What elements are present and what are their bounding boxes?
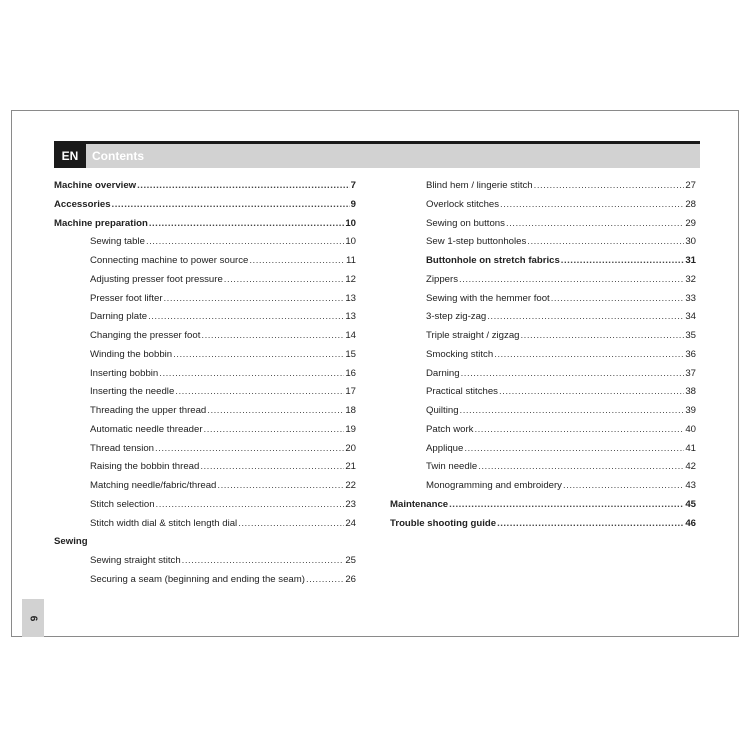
toc-entry-page: 36 [685,348,696,360]
toc-entry-page: 25 [345,555,356,566]
toc-leader-dots [249,255,345,266]
toc-leader-dots [137,180,350,191]
toc-entry-page: 11 [346,255,356,266]
toc-entry-title: Maintenance [390,498,449,510]
toc-leader-dots [238,518,344,529]
toc-entry-title: Twin needle [426,461,478,473]
toc-entry-title: Automatic needle threader [90,423,203,435]
toc-entry-page: 35 [685,330,696,341]
toc-entry[interactable] [54,499,356,518]
toc-entry-page: 14 [345,330,356,341]
toc-entry-page: 26 [345,573,356,585]
toc-entry[interactable] [54,461,356,480]
toc-leader-dots [478,461,684,472]
toc-entry-page: 20 [345,442,356,454]
toc-entry-page: 31 [685,255,696,266]
toc-entry-title: Sewing [54,536,88,548]
toc-entry[interactable] [54,274,356,293]
toc-entry-title: 3-step zig-zag [426,311,487,323]
toc-entry-title: Threading the upper thread [90,405,207,416]
toc-leader-dots [173,349,344,360]
toc-entry[interactable] [390,443,696,462]
toc-entry[interactable] [390,461,696,480]
toc-entry[interactable] [390,255,696,274]
toc-leader-dots [224,274,345,285]
toc-leader-dots [459,274,684,285]
toc-leader-dots [146,236,344,247]
toc-entry-title: Quilting [426,405,459,416]
toc-entry-page: 13 [345,311,356,323]
toc-entry[interactable] [390,311,696,330]
toc-leader-dots [474,424,684,435]
toc-entry-title: Darning plate [90,311,148,323]
toc-leader-dots [461,368,685,379]
language-badge: EN [54,144,86,168]
toc-leader-dots [164,293,345,304]
toc-leader-dots [487,311,684,322]
toc-left-column [54,180,356,593]
toc-entry[interactable] [390,405,696,424]
toc-entry[interactable] [54,536,356,555]
toc-leader-dots [460,405,685,416]
toc-entry-title: Patch work [426,423,474,435]
toc-entry-title: Adjusting presser foot pressure [90,273,223,285]
toc-entry-title: Stitch selection [90,498,155,510]
page-number-tab [22,599,44,637]
toc-entry-title: Overlock stitches [426,198,500,210]
toc-leader-dots [156,499,345,510]
toc-entry-page: 22 [345,480,356,491]
toc-entry-title: Sewing with the hemmer foot [426,292,550,304]
toc-entry-page: 10 [345,217,356,229]
toc-leader-dots [149,218,345,229]
toc-entry[interactable] [54,218,356,237]
toc-entry-page: 17 [345,386,356,398]
toc-leader-dots [563,480,684,491]
toc-leader-dots [449,499,684,510]
toc-entry[interactable] [54,236,356,255]
toc-leader-dots [561,255,685,266]
contents-header [54,141,700,168]
toc-entry-title: Sewing table [90,236,145,248]
toc-entry-title: Stitch width dial & stitch length dial [90,517,238,529]
toc-entry-title: Matching needle/fabric/thread [90,480,217,491]
toc-entry[interactable] [390,518,696,537]
toc-leader-dots [175,386,344,397]
toc-leader-dots [494,349,684,360]
toc-leader-dots [521,330,685,341]
page-title: Contents [92,149,144,163]
toc-entry-page: 7 [350,180,356,191]
toc-entry-page: 16 [345,367,356,379]
toc-entry-page: 30 [685,236,696,248]
manual-page [11,110,739,637]
toc-entry-page: 10 [345,236,356,248]
toc-entry[interactable] [390,424,696,443]
toc-leader-dots [207,405,344,416]
toc-entry-title: Monogramming and embroidery [426,480,562,491]
toc-entry-title: Sewing on buttons [426,217,505,229]
toc-entry-title: Triple straight / zigzag [426,330,520,341]
toc-entry[interactable] [390,274,696,293]
toc-leader-dots [499,386,684,397]
toc-entry-page: 18 [345,405,356,416]
toc-entry[interactable] [390,330,696,349]
toc-leader-dots [159,368,344,379]
toc-right-column [390,180,696,536]
toc-entry-page: 45 [685,498,696,510]
toc-entry[interactable] [54,443,356,462]
toc-entry[interactable] [390,386,696,405]
toc-entry-title: Machine overview [54,180,137,191]
toc-entry-title: Blind hem / lingerie stitch [426,180,533,191]
toc-entry-title: Accessories [54,198,111,210]
toc-leader-dots [506,218,684,229]
toc-entry-title: Connecting machine to power source [90,255,249,266]
toc-leader-dots [201,330,344,341]
toc-entry[interactable] [54,405,356,424]
toc-entry[interactable] [390,499,696,518]
toc-entry-page: 19 [345,423,356,435]
toc-entry[interactable] [54,518,356,537]
toc-entry-page: 23 [345,498,356,510]
toc-entry-title: Applique [426,442,464,454]
toc-entry[interactable] [54,293,356,312]
toc-entry-title: Presser foot lifter [90,292,163,304]
toc-entry[interactable] [390,349,696,368]
toc-entry-page: 42 [685,461,696,473]
toc-leader-dots [527,236,684,247]
toc-entry[interactable] [390,368,696,387]
toc-entry[interactable] [390,218,696,237]
toc-leader-dots [306,574,344,585]
toc-entry[interactable] [54,199,356,218]
toc-leader-dots [200,461,344,472]
toc-entry-page: 27 [685,180,696,191]
toc-entry-page: 21 [345,461,356,473]
toc-entry-page: 9 [350,198,356,210]
toc-entry-title: Practical stitches [426,386,498,398]
toc-entry-title: Inserting bobbin [90,367,159,379]
toc-entry-page: 29 [685,217,696,229]
toc-entry[interactable] [54,555,356,574]
toc-leader-dots [551,293,685,304]
toc-entry-title: Machine preparation [54,217,148,229]
toc-leader-dots [182,555,345,566]
toc-leader-dots [204,424,345,435]
toc-entry-page: 40 [685,423,696,435]
toc-leader-dots [464,443,684,454]
page-number: 6 [27,615,39,621]
toc-leader-dots [155,443,344,454]
toc-entry-page: 32 [685,273,696,285]
toc-entry[interactable] [54,255,356,274]
toc-entry[interactable] [54,386,356,405]
toc-entry[interactable] [54,368,356,387]
toc-entry-page: 37 [685,367,696,379]
toc-entry-page: 28 [685,198,696,210]
toc-entry-title: Sew 1-step buttonholes [426,236,527,248]
toc-entry[interactable] [54,480,356,499]
toc-entry-title: Smocking stitch [426,348,494,360]
toc-entry-title: Winding the bobbin [90,348,173,360]
toc-entry[interactable] [54,311,356,330]
toc-entry[interactable] [54,180,356,199]
toc-entry-title: Thread tension [90,442,154,454]
toc-entry-page: 41 [685,442,696,454]
toc-leader-dots [148,311,344,322]
toc-entry-page: 46 [685,517,696,529]
toc-leader-dots [500,199,684,210]
toc-leader-dots [217,480,344,491]
toc-entry[interactable] [390,199,696,218]
toc-entry-page: 33 [685,292,696,304]
toc-entry-page: 43 [685,480,696,491]
toc-leader-dots [534,180,685,191]
toc-entry-page: 12 [345,273,356,285]
toc-entry-title: Buttonhole on stretch fabrics [426,255,560,266]
toc-entry-title: Changing the presser foot [90,330,201,341]
toc-entry[interactable] [54,424,356,443]
toc-entry[interactable] [54,574,356,593]
toc-leader-dots [497,518,684,529]
toc-entry-title: Securing a seam (beginning and ending the seam) [90,573,305,585]
toc-entry-page: 34 [685,311,696,323]
toc-entry-page: 13 [345,292,356,304]
toc-entry[interactable] [54,349,356,368]
toc-entry-title: Sewing straight stitch [90,555,181,566]
toc-entry-title: Darning [426,367,460,379]
toc-entry[interactable] [390,236,696,255]
toc-entry-title: Trouble shooting guide [390,517,497,529]
toc-leader-dots [112,199,350,210]
toc-entry-title: Raising the bobbin thread [90,461,200,473]
toc-entry[interactable] [390,293,696,312]
toc-entry-page: 38 [685,386,696,398]
toc-entry-page: 15 [345,348,356,360]
toc-entry-title: Inserting the needle [90,386,175,398]
toc-entry[interactable] [54,330,356,349]
toc-entry-page: 39 [685,405,696,416]
toc-entry[interactable] [390,480,696,499]
toc-entry-title: Zippers [426,273,458,285]
toc-entry[interactable] [390,180,696,199]
toc-entry-page: 24 [345,517,356,529]
